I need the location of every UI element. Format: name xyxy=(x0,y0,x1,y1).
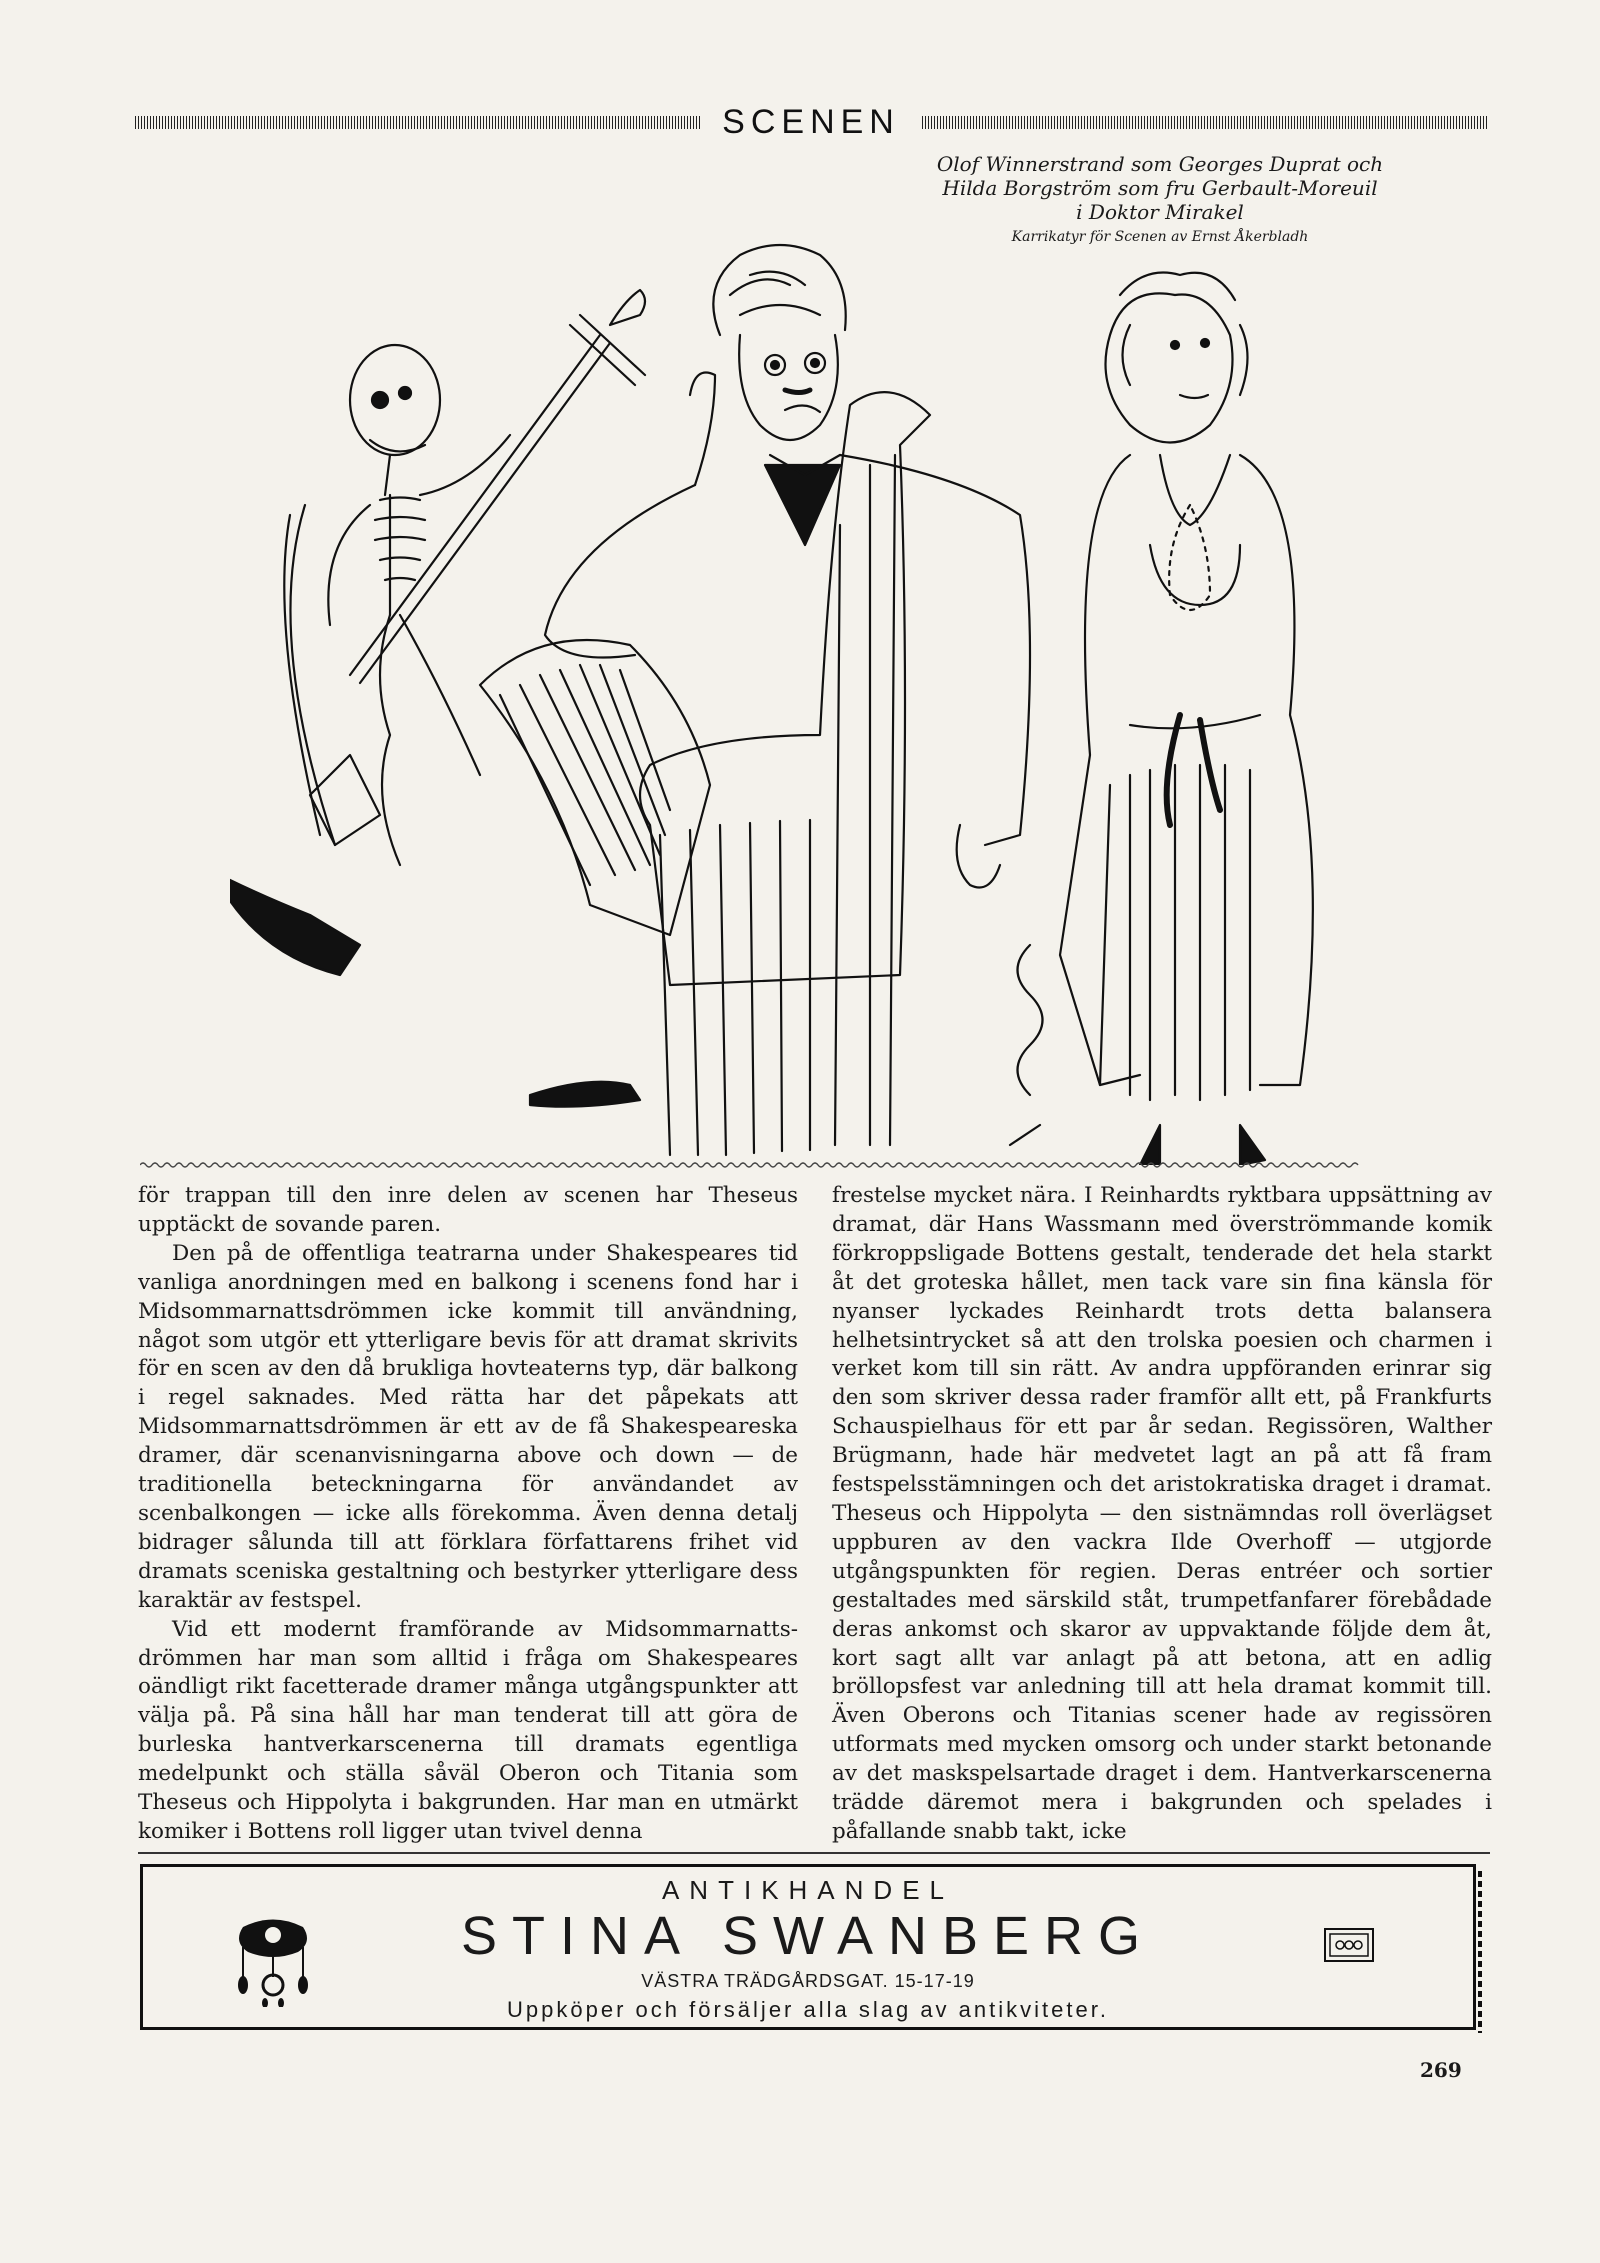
advertisement-top-rule xyxy=(138,1852,1490,1854)
sword-drawing xyxy=(350,290,645,683)
page-number: 269 xyxy=(1420,2058,1462,2082)
skeleton-figure xyxy=(284,345,510,865)
cigarette-smoke xyxy=(1010,945,1043,1145)
article-paragraph: för trappan till den inre delen av scenen har Theseus upptäckt de sovande paren. xyxy=(138,1183,798,1237)
page-header xyxy=(135,100,1487,144)
caption-line-2: Hilda Borgström som fru Gerbault-Moreuil xyxy=(942,176,1378,200)
ad-slogan: Uppköper och försäljer alla slag av antikviteter. xyxy=(507,1997,1109,2022)
wavy-divider xyxy=(140,1160,1490,1170)
header-rule-right xyxy=(922,116,1487,129)
caricature-illustration xyxy=(230,225,1430,1165)
stamp-mark-icon xyxy=(1323,1927,1375,1963)
standing-woman-figure xyxy=(1060,273,1313,1166)
ad-address: VÄSTRA TRÄDGÅRDSGAT. 15-17-19 xyxy=(641,1971,975,1991)
ad-heading: ANTIKHANDEL xyxy=(661,1875,955,1905)
ad-shop-name: STINA SWANBERG xyxy=(460,1906,1156,1966)
article-paragraph: frestelse mycket nära. I Reinhardts ryktbara uppsättning av dramat, där Hans Wassmann med överströmmande komik förkroppsligade Bottens gestalt, tenderade det hela starkt åt det groteska hållet, men tack vare sin fina känsla för nyanser lyckades Reinhardt trots detta balansera helhetsintrycket så att den trolska poesien och charmen i verket kom till sin rätt. Av andra uppföranden erinrar sig den som skriver dessa rader framför allt ett, på Frankfurts Schauspielhaus för ett par år sedan. Regissören, Walther Brügmann, hade här medvetet lagt an på att få fram festspelsstämningen och det aristokratiska draget i dramat. Theseus och Hippolyta — den sistnämndas roll överlägset uppburen av den vackra Ilde Overhoff — utgjorde utgångspunkten för regien. Deras entréer och sortier gestaltades med särskild ståt, trumpetfanfarer förebådade deras ankomst och skaror av uppvaktande följde dem åt, kort sagt allt var anlagt på att betona, att en adlig bröllopsfest var anledning till att hela dramat kommit till. Även Oberons och Titanias scener hade av regissören utformats med mycken omsorg och under starkt betonande av det maskspelsartade draget i dem. Hantverkarscenerna trädde däremot mera i bakgrunden och spelades i påfallande snabb takt, icke xyxy=(832,1183,1492,1844)
caption-line-1: Olof Winnerstrand som Georges Duprat och xyxy=(936,152,1384,176)
header-rule-left xyxy=(135,116,700,129)
magazine-title: SCENEN xyxy=(722,102,900,141)
article-column-left xyxy=(138,1182,798,1847)
article-paragraph: Den på de offentliga teatrarna under Shakespeares tid vanliga anordningen med en balkong i scenens fond har i Midsommarnattsdrömmen icke kommit till användning, något som utgör ett ytterligare bevis för att dramat skrivits för en scen av den då brukliga hovteaterns typ, där balkong i regel saknades. Med rätta har det påpekats att Midsommarnattsdrömmen är ett av de få Shakespeareska dramer, där scenanvisningarna above och down — de traditionella beteckningarna för användandet av scenbalkongen — icke alls förekomma. Även denna detalj bidrager sålunda till att förklara författarens frihet vid dramats sceniska gestaltning och bestyrker ytterligare dess karaktär av festspel. xyxy=(138,1240,798,1613)
article-column-right xyxy=(832,1182,1492,1847)
advertisement-box xyxy=(140,1864,1476,2030)
article-paragraph: Vid ett modernt framförande av Midsommarnattsdrömmen har man som alltid i fråga om Shakespeares oändligt rikt facetterade dramer många utgångspunkter att välja på. På sina håll har man tenderat till att göra de burleska hantverkarscenerna till dramats egentliga medelpunkt och ställa såväl Oberon och Titania som Theseus och Hippolyta i bakgrunden. Har man en utmärkt komiker i Bottens roll ligger utan tvivel denna xyxy=(138,1616,798,1844)
caption-credit: Karrikatyr för Scenen av Ernst Åkerbladh xyxy=(1011,229,1309,245)
caption-line-3: i Doktor Mirakel xyxy=(1076,200,1244,224)
